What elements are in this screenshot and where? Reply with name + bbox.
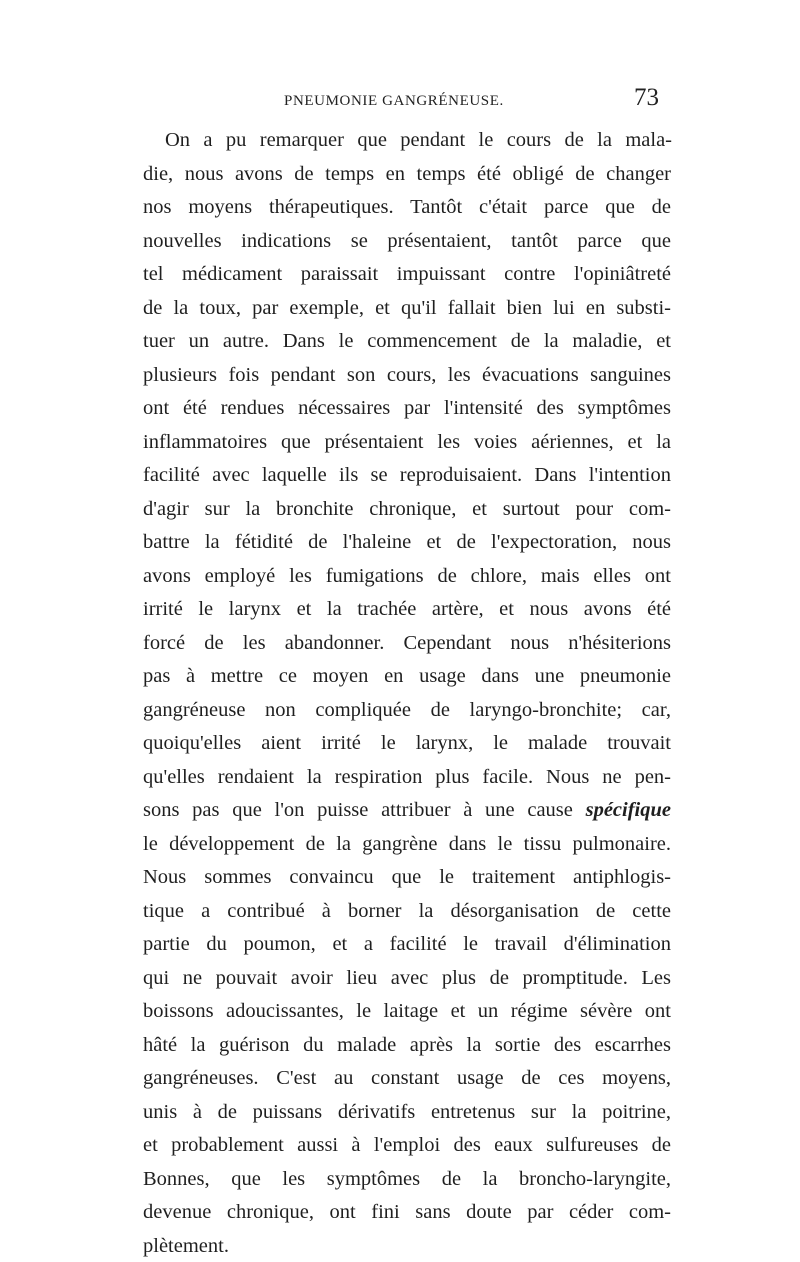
text-line: partie du poumon, et a facilité le travail d'élimination — [143, 933, 671, 955]
text-line: et probablement aussi à l'emploi des eaux sulfureuses de — [143, 1134, 671, 1156]
text-line: unis à de puissans dérivatifs entretenus sur la poitrine, — [143, 1101, 671, 1123]
text-line: devenue chronique, ont fini sans doute par céder com- — [143, 1201, 671, 1223]
text-line: avons employé les fumigations de chlore, mais elles ont — [143, 565, 671, 587]
text-line — [143, 794, 671, 826]
text-line: d'agir sur la bronchite chronique, et surtout pour com- — [143, 498, 671, 520]
text-line: Nous sommes convaincu que le traitement antiphlogis- — [143, 866, 671, 888]
text-line: qui ne pouvait avoir lieu avec plus de promptitude. Les — [143, 967, 671, 989]
text-line: nos moyens thérapeutiques. Tantôt c'était parce que de — [143, 196, 671, 218]
text-line: nouvelles indications se présentaient, tantôt parce que — [143, 230, 671, 252]
text-line: le développement de la gangrène dans le tissu pulmonaire. — [143, 833, 671, 855]
text-segment: sons pas que l'on puisse attribuer à une cause — [143, 799, 586, 821]
text-line: inflammatoires que présentaient les voies aériennes, et la — [143, 431, 671, 453]
text-line: On a pu remarquer que pendant le cours de la mala- — [165, 129, 672, 151]
text-line: gangréneuses. C'est au constant usage de ces moyens, — [143, 1067, 671, 1089]
text-line: tel médicament paraissait impuissant contre l'opiniâtreté — [143, 263, 671, 285]
text-line: plusieurs fois pendant son cours, les évacuations sanguines — [143, 364, 671, 386]
text-line: battre la fétidité de l'haleine et de l'expectoration, nous — [143, 531, 671, 553]
text-line: tuer un autre. Dans le commencement de la maladie, et — [143, 330, 671, 352]
text-line: forcé de les abandonner. Cependant nous n'hésiterions — [143, 632, 671, 654]
text-line: die, nous avons de temps en temps été obligé de changer — [143, 163, 671, 185]
text-line: gangréneuse non compliquée de laryngo-bronchite; car, — [143, 699, 671, 721]
text-line: pas à mettre ce moyen en usage dans une pneumonie — [143, 665, 671, 687]
text-line: Bonnes, que les symptômes de la broncho-laryngite, — [143, 1168, 671, 1190]
running-header-title: PNEUMONIE GANGRÉNEUSE. — [284, 93, 504, 109]
text-line: quoiqu'elles aient irrité le larynx, le malade trouvait — [143, 732, 671, 754]
page-number: 73 — [634, 84, 659, 111]
text-line: tique a contribué à borner la désorganisation de cette — [143, 900, 671, 922]
text-line: boissons adoucissantes, le laitage et un régime sévère ont — [143, 1000, 671, 1022]
text-line: plètement. — [143, 1235, 229, 1257]
text-line: qu'elles rendaient la respiration plus facile. Nous ne pen- — [143, 766, 671, 788]
text-line: irrité le larynx et la trachée artère, et nous avons été — [143, 598, 671, 620]
text-line: ont été rendues nécessaires par l'intensité des symptômes — [143, 397, 671, 419]
text-line: de la toux, par exemple, et qu'il fallait bien lui en substi- — [143, 297, 671, 319]
text-line: facilité avec laquelle ils se reproduisaient. Dans l'intention — [143, 464, 671, 486]
emphasized-word: spécifique — [585, 799, 671, 821]
text-line: hâté la guérison du malade après la sortie des escarrhes — [143, 1034, 671, 1056]
